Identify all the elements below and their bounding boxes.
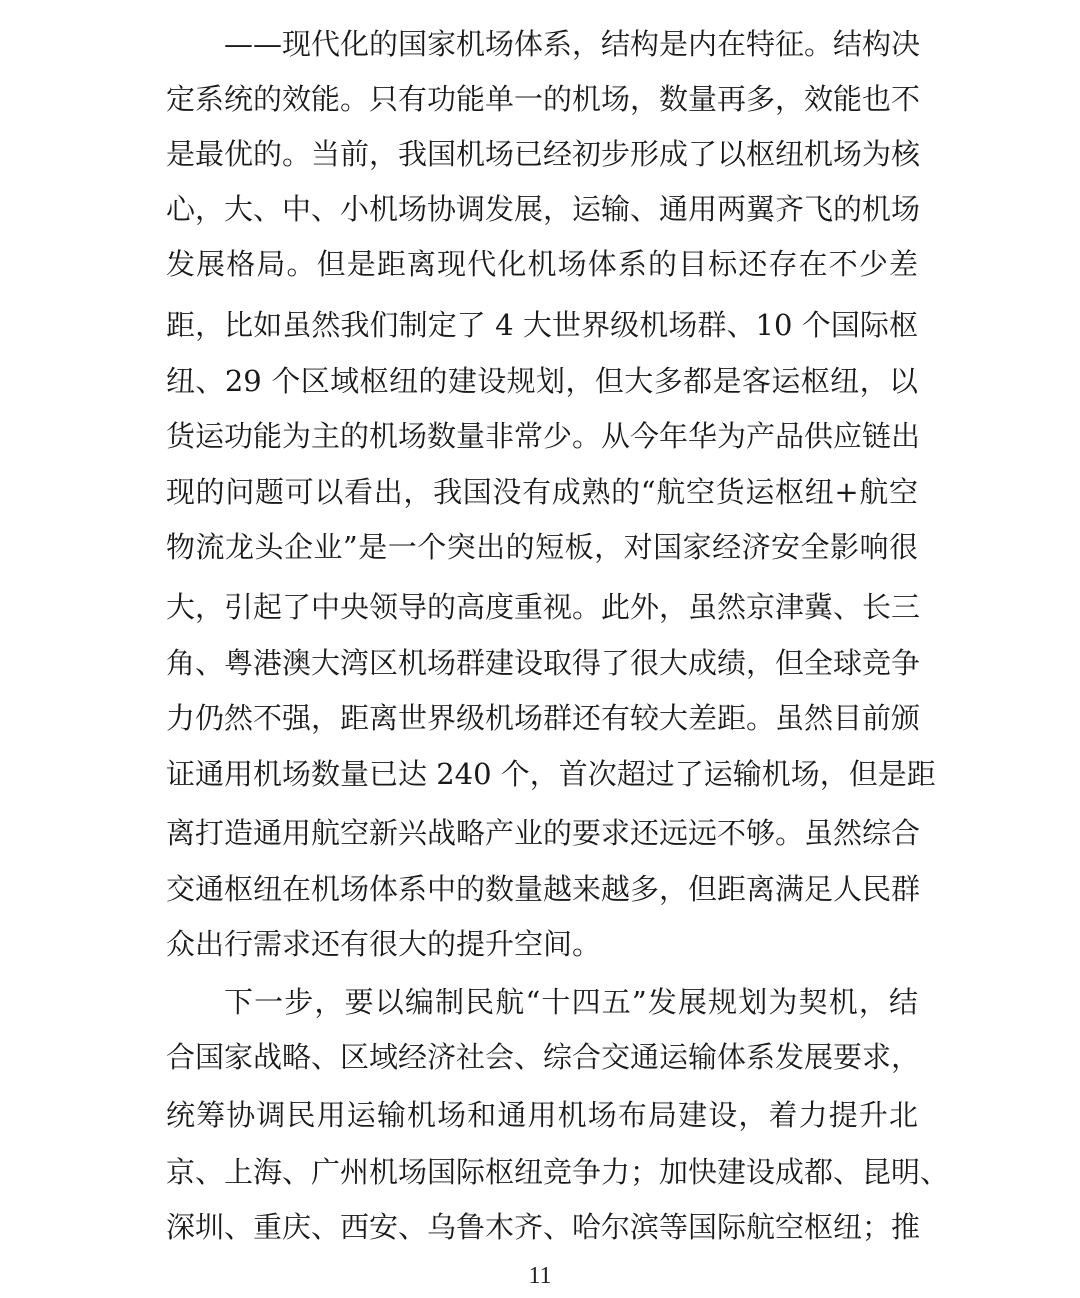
text-line: 合国家战略、区域经济社会、综合交通运输体系发展要求， [166, 1040, 921, 1074]
text-line: 发展格局。但是距离现代化机场体系的目标还存在不少差 [166, 247, 918, 281]
text-line: 力仍然不强，距离世界级机场群还有较大差距。虽然目前颁 [166, 701, 921, 735]
text-line: 现的问题可以看出，我国没有成熟的“航空货运枢纽+航空 [166, 475, 918, 509]
text-line: 纽、29 个区域枢纽的建设规划，但大多都是客运枢纽，以 [166, 364, 918, 398]
text-line: 距，比如虽然我们制定了 4 大世界级机场群、10 个国际枢 [166, 308, 918, 342]
text-line: 角、粤港澳大湾区机场群建设取得了很大成绩，但全球竞争 [166, 646, 921, 680]
text-line: 众出行需求还有很大的提升空间。 [166, 927, 602, 961]
text-line: 大，引起了中央领导的高度重视。此外，虽然京津冀、长三 [166, 590, 921, 624]
text-line: 物流龙头企业”是一个突出的短板，对国家经济安全影响很 [166, 530, 918, 564]
text-line: 是最优的。当前，我国机场已经初步形成了以枢纽机场为核 [166, 137, 921, 171]
text-line: 定系统的效能。只有功能单一的机场，数量再多，效能也不 [166, 82, 921, 116]
text-line: 证通用机场数量已达 240 个，首次超过了运输机场，但是距 [166, 757, 936, 791]
text-line: 离打造通用航空新兴战略产业的要求还远远不够。虽然综合 [166, 816, 921, 850]
text-line: 统筹协调民用运输机场和通用机场布局建设，着力提升北 [166, 1098, 918, 1132]
text-line: 货运功能为主的机场数量非常少。从今年华为产品供应链出 [166, 419, 921, 453]
page-number: 11 [528, 1263, 552, 1289]
text-line: 交通枢纽在机场体系中的数量越来越多，但距离满足人民群 [166, 872, 921, 906]
text-line: ——现代化的国家机场体系，结构是内在特征。结构决 [224, 27, 921, 61]
text-line: 下一步，要以编制民航“十四五”发展规划为契机，结 [224, 985, 918, 1019]
text-line: 京、上海、广州机场国际枢纽竞争力；加快建设成都、昆明、 [166, 1155, 950, 1189]
text-line: 心，大、中、小机场协调发展，运输、通用两翼齐飞的机场 [166, 192, 921, 226]
text-line: 深圳、重庆、西安、乌鲁木齐、哈尔滨等国际航空枢纽；推 [166, 1210, 921, 1244]
